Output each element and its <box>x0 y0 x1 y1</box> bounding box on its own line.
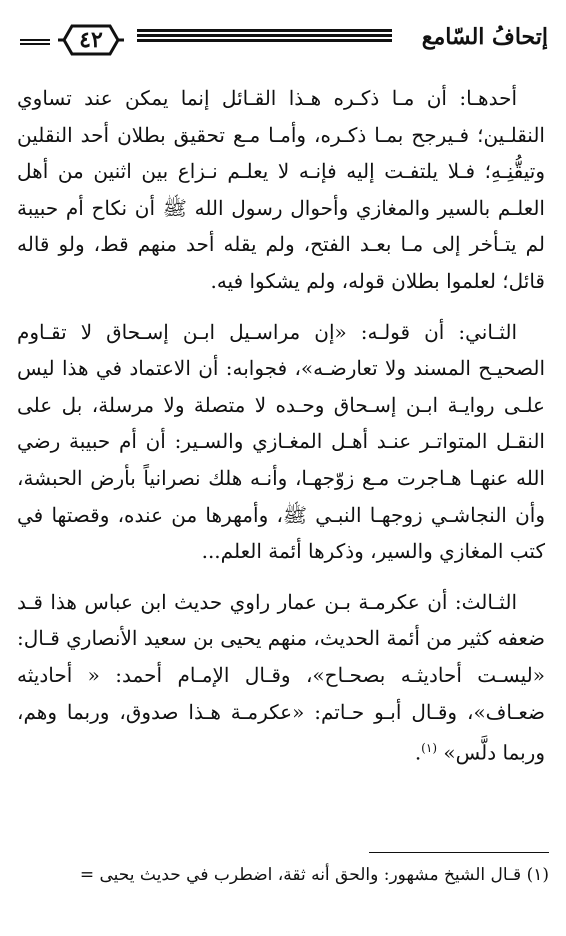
paragraph-first: أحدهـا: أن مـا ذكـره هـذا القـائل إنما يمكن عند تساوي النقلـين؛ فـيرجح بمـا ذكـره، وأمـا مـع تحقيق بطلان أحد النقلين وتيقُّنِـهِ؛ فـلا يلتفـت إليه فإنـه لا يعلـم نـزاع بين اثنين من أهل العلـم بالسير والمغازي وأحوال رسول الله ﷺ أن نكاح أم حبيبة لم يتـأخر إلى مـا بعـد الفتح، ولم يقله أحد منهم قط، ولو قاله قائل؛ لعلموا بطلان قوله، ولم يشكوا فيه. <box>17 86 545 293</box>
footnote-text: (١) قـال الشيخ مشهور: والحق أنه ثقة، اضطرب في حديث يحيى = <box>79 865 549 885</box>
footnote-reference[interactable]: (١) <box>421 741 437 756</box>
page-number-frame <box>56 22 126 58</box>
main-text <box>17 80 545 785</box>
footnote-divider <box>369 852 549 853</box>
paragraph-second: الثـاني: أن قولـه: «إن مراسـيل ابـن إسـحاق لا تقـاوم الصحيـح المسند ولا تعارضـه»، فجوابه: أن الاعتماد في هذا ليس علـى روايـة ابـن إسـحاق وحـده لا متصلة ولا مرسلة، بل على النقـل المتواتـر عنـد أهـل المغـازي والسـير: أن أم حبيبة رضي الله عنهـا هـاجرت مـع زوّجهـا، وأنـه هلك نصرانياً بأرض الحبشة، وأن النجاشـي زوجهـا النبـي ﷺ، وأمهرها من عنده، وقصتها في كتب المغازي والسير، وذكرها أئمة العلم... <box>17 319 545 564</box>
page-number: ٤٢ <box>79 27 103 53</box>
book-title: إتحافُ السّامع <box>421 24 548 50</box>
header-rule <box>137 29 392 49</box>
paragraph-third: الثـالث: أن عكرمـة بـن عمار راوي حديث ابن عباس هذا قـد ضعفه كثير من أئمة الحديث، منهم يحيى بن سعيد الأنصاري قـال: «ليسـت أحاديثـه بصحـاح»، وقـال الإمـام أحمد: « أحاديثه ضعـاف»، وقـال أبـو حـاتم: «عكرمـة هـذا صدوق، وربما وهم، وربما دلَّس» $^{(١)}$. <box>17 589 545 765</box>
page-header <box>10 16 556 64</box>
paragraph-third-text: الثـالث: أن عكرمـة بـن عمار راوي حديث ابن عباس هذا قـد ضعفه كثير من أئمة الحديث، منهم يحيى بن سعيد الأنصاري قـال: «ليسـت أحاديثـه بصحـاح»، وقـال الإمـام أحمد: « أحاديثه ضعـاف»، وقـال أبـو حـاتم: «عكرمـة هـذا صدوق، وربما وهم، وربما دلَّس» <box>17 589 545 765</box>
header-ornament-left <box>20 39 50 49</box>
